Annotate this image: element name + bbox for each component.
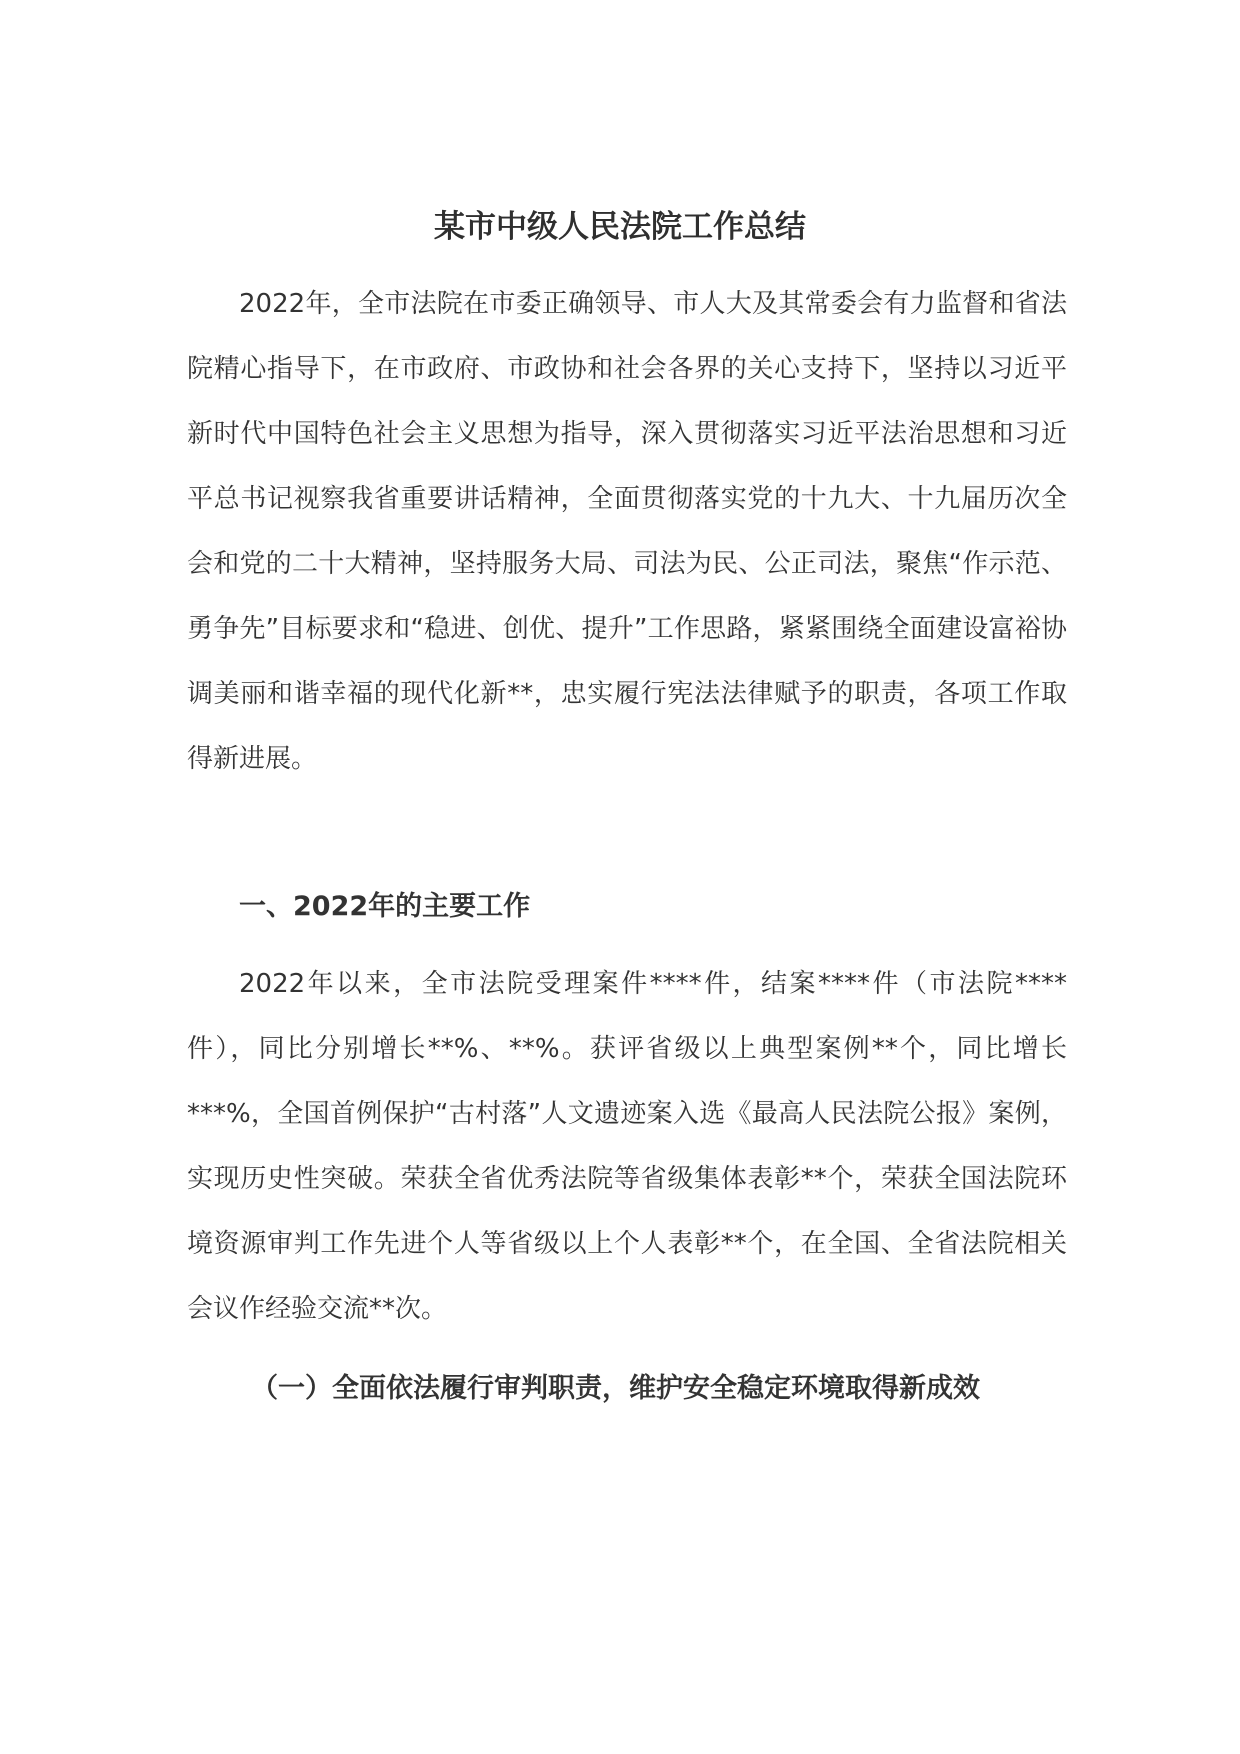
section-paragraph: 2022年以来，全市法院受理案件****件，结案****件（市法院****件），同比分别增长**%、**%。获评省级以上典型案例**个，同比增长***%，全国首例保护“古村落”人文遗迹案入选《最高人民法院公报》案例，实现历史性突破。荣获全省优秀法院等省级集体表彰**个，荣获全国法院环境资源审判工作先进个人等省级以上个人表彰**个，在全国、全省法院相关会议作经验交流**次。 <box>187 969 1067 1324</box>
subsection-heading: （一）全面依法履行审判职责，维护安全稳定环境取得新成效 <box>251 1373 980 1404</box>
intro-paragraph: 2022年，全市法院在市委正确领导、市人大及其常委会有力监督和省法院精心指导下，在市政府、市政协和社会各界的关心支持下，坚持以习近平新时代中国特色社会主义思想为指导，深入贯彻落实习近平法治思想和习近平总书记视察我省重要讲话精神，全面贯彻落实党的十九大、十九届历次全会和党的二十大精神，坚持服务大局、司法为民、公正司法，聚焦“作示范、勇争先”目标要求和“稳进、创优、提升”工作思路，紧紧围绕全面建设富裕协调美丽和谐幸福的现代化新**，忠实履行宪法法律赋予的职责，各项工作取得新进展。 <box>187 289 1067 774</box>
section-heading: 一、2022年的主要工作 <box>239 891 531 922</box>
document-title: 某市中级人民法院工作总结 <box>434 209 806 245</box>
